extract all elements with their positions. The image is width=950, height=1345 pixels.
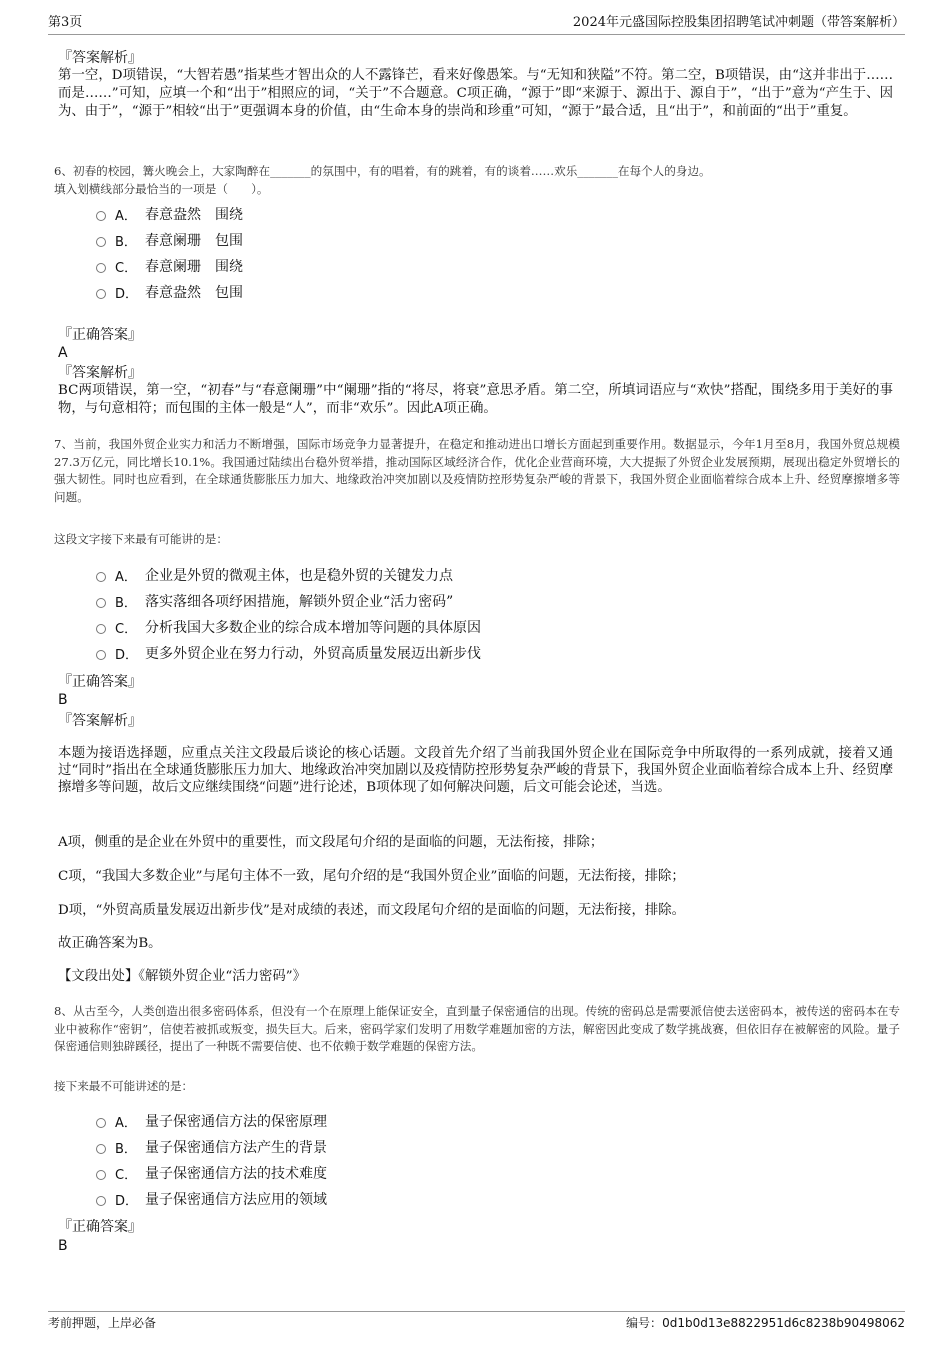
q6-option-a[interactable]: A． 春意盎然 围绕 [96, 201, 243, 227]
radio-icon[interactable] [96, 237, 106, 247]
q8-option-d[interactable]: D． 量子保密通信方法应用的领域 [96, 1186, 327, 1212]
q7-analysis-para-5: 故正确答案为B。 [58, 936, 162, 951]
q7-analysis-label: 『答案解析』 [58, 713, 142, 729]
radio-icon[interactable] [96, 1144, 106, 1154]
q6-question [54, 163, 900, 198]
q8-option-a[interactable]: A． 量子保密通信方法的保密原理 [96, 1108, 327, 1134]
q7-source [58, 968, 893, 985]
q8-options [96, 1108, 327, 1212]
q7-analysis-para-2: A项，侧重的是企业在外贸中的重要性，而文段尾句介绍的是面临的问题，无法衔接，排除； [58, 835, 604, 850]
radio-icon[interactable] [96, 1196, 106, 1206]
page-header [48, 14, 905, 35]
radio-icon[interactable] [96, 572, 106, 582]
page-footer [48, 1311, 905, 1331]
footer-slogan: 考前押题，上岸必备 [48, 1316, 157, 1330]
q6-option-c[interactable]: C． 春意阑珊 围绕 [96, 253, 243, 279]
q8-option-c[interactable]: C． 量子保密通信方法的技术难度 [96, 1160, 327, 1186]
footer-code: 编号：0d1b0d13e8822951d6c8238b90498062 [626, 1316, 905, 1330]
q7-text: 7、当前，我国外贸企业实力和活力不断增强，国际市场竞争力显著提升，在稳定和推动进出口增长方面起到重要作用。数据显示，今年1月至8月，我国外贸总规模27.3万亿元，同比增长10.1%。我国通过陆续出台稳外贸举措，推动国际区域经济合作，优化企业营商环境，大大提振了外贸企业发展预期，展现出稳定外贸增长的强大韧性。同时也应看到，在全球通货膨胀压力加大、地缘政治冲突加剧以及疫情防控形势复杂严峻的背景下，我国外贸企业面临着综合成本上升、经贸摩擦增多等问题。 [54, 437, 900, 504]
q8-prompt: 接下来最不可能讲述的是： [54, 1079, 194, 1093]
document-title: 2024年元盛国际控股集团招聘笔试冲刺题（带答案解析） [572, 15, 905, 30]
q7-option-d[interactable]: D． 更多外贸企业在努力行动，外贸高质量发展迈出新步伐 [96, 640, 481, 666]
radio-icon[interactable] [96, 211, 106, 221]
q6-prompt: 填入划横线部分最恰当的一项是（ ）。 [54, 181, 269, 196]
source-tag: 【文段出处】 [58, 969, 139, 984]
q7-answer-label: 『正确答案』 [58, 674, 142, 690]
radio-icon[interactable] [96, 1170, 106, 1180]
q6-text: 6、初春的校园，篝火晚会上，大家陶醉在_______的氛围中，有的唱着，有的跳着，有的谈着……欢乐_______在每个人的身边。 [54, 164, 711, 178]
radio-icon[interactable] [96, 289, 106, 299]
q7-prompt: 这段文字接下来最有可能讲的是： [54, 532, 228, 546]
radio-icon[interactable] [96, 650, 106, 660]
radio-icon[interactable] [96, 263, 106, 273]
q8-answer-label: 『正确答案』 [58, 1219, 142, 1235]
q8-answer: B [58, 1238, 68, 1254]
q7-option-b[interactable]: B． 落实落细各项纾困措施，解锁外贸企业“活力密码” [96, 588, 481, 614]
q6-answer: A [58, 345, 68, 361]
source-title: 《解锁外贸企业“活力密码”》 [138, 969, 307, 984]
q7-answer: B [58, 692, 68, 708]
q7-option-a[interactable]: A． 企业是外贸的微观主体，也是稳外贸的关键发力点 [96, 562, 481, 588]
q7-analysis-para-4: D项，“外贸高质量发展迈出新步伐”是对成绩的表述，而文段尾句介绍的是面临的问题，无法衔接，排除。 [58, 903, 686, 918]
q6-options [96, 201, 243, 305]
page-number: 第3页 [48, 15, 83, 30]
q5-analysis-label: 『答案解析』 [58, 50, 142, 66]
q7-analysis-para-1: 本题为接语选择题，应重点关注文段最后谈论的核心话题。文段首先介绍了当前我国外贸企业在国际竞争中所取得的一系列成就，接着又通过“同时”指出在全球通货膨胀压力加大、地缘政治冲突加剧以及疫情防控形势复杂严峻的背景下，我国外贸企业面临着综合成本上升、经贸摩擦增多等问题，故后文应继续围绕“问题”进行论述，B项体现了如何解决问题，后文可能会论述，当选。 [58, 746, 893, 795]
radio-icon[interactable] [96, 1118, 106, 1128]
radio-icon[interactable] [96, 598, 106, 608]
q6-option-d[interactable]: D． 春意盎然 包围 [96, 279, 243, 305]
q6-analysis-label: 『答案解析』 [58, 365, 142, 381]
q6-analysis: BC两项错误，第一空，“初春”与“春意阑珊”中“阑珊”指的“将尽，将衰”意思矛盾。第二空，所填词语应与“欢快”搭配，围绕多用于美好的事物，与句意相符；而包围的主体一般是“人”，而非“欢乐”。因此A项正确。 [58, 383, 893, 416]
q7-option-c[interactable]: C． 分析我国大多数企业的综合成本增加等问题的具体原因 [96, 614, 481, 640]
q8-option-b[interactable]: B． 量子保密通信方法产生的背景 [96, 1134, 327, 1160]
q6-answer-label: 『正确答案』 [58, 327, 142, 343]
q5-analysis: 第一空，D项错误，“大智若愚”指某些才智出众的人不露锋芒，看来好像愚笨。与“无知和狭隘”不符。第二空，B项错误，由“这并非出于……而是……”可知，应填一个和“出于”相照应的词，“关于”不合题意。C项正确，“源于”即“来源于、源出于、源自于”，“出于”意为“产生于、因为、由于”，“源于”相较“出于”更强调本身的价值，由“生命本身的崇尚和珍重”可知，“源于”最合适，且“出于”，和前面的“出于”重复。 [58, 68, 893, 119]
q7-options [96, 562, 481, 666]
q7-analysis-para-3: C项，“我国大多数企业”与尾句主体不一致，尾句介绍的是“我国外贸企业”面临的问题，无法衔接，排除； [58, 869, 685, 884]
radio-icon[interactable] [96, 624, 106, 634]
q8-text: 8、从古至今，人类创造出很多密码体系，但没有一个在原理上能保证安全，直到量子保密通信的出现。传统的密码总是需要派信使去送密码本，被传送的密码本在专业中被称作“密钥”，信使若被抓或叛变，损失巨大。后来，密码学家们发明了用数学难题加密的方法，解密因此变成了数学挑战赛，但依旧存在被解密的风险。量子保密通信则独辟蹊径，提出了一种既不需要信使、也不依赖于数学难题的保密方法。 [54, 1004, 900, 1053]
q6-option-b[interactable]: B． 春意阑珊 包围 [96, 227, 243, 253]
